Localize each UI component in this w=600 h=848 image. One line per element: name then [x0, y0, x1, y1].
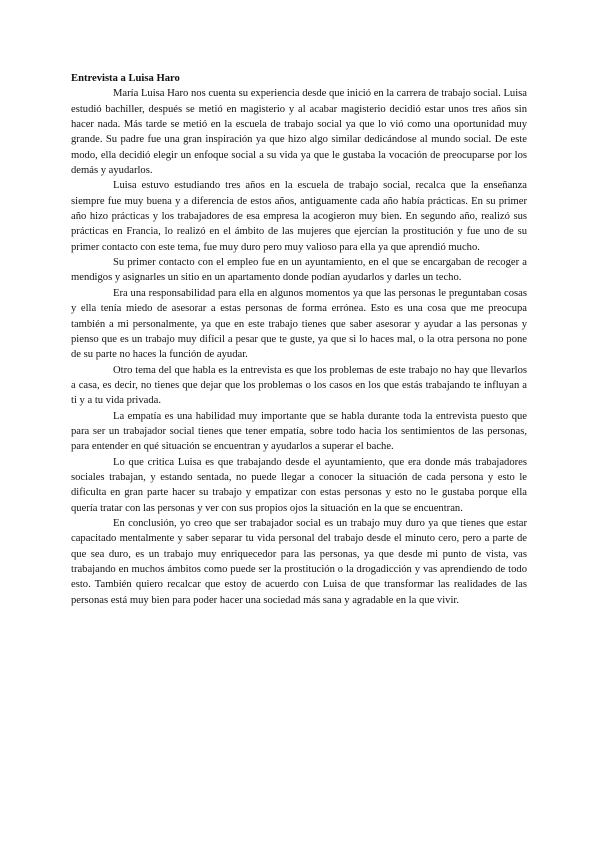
paragraph-criticism: Lo que critica Luisa es que trabajando desde el ayuntamiento, que era donde más trabajadores sociales trabajan, y estando sentada, no puede llegar a conocer la situación de cada persona y esto le dificulta en gran parte hacer su trabajo y empatizar con estas personas y esto no le gustaba porque ella quería tratar con las personas y ver con sus propios ojos la situación en la que se encuentran. [71, 456, 527, 514]
paragraph-responsibility: Era una responsabilidad para ella en algunos momentos ya que las personas le preguntaban cosas y ella tenía miedo de asesorar a estas personas de forma errónea. Esto es una cosa que me preocupa también a mi personalmente, ya que en este trabajo tienes que saber asesorar y ayudar a las personas y pienso que es un trabajo muy difícil a pesar que te guste, ya que si lo haces mal, o la otra persona no pone de su parte no haces la función de ayudar. [71, 287, 527, 361]
paragraph-conclusion: En conclusión, yo creo que ser trabajador social es un trabajo muy duro ya que tienes que estar capacitado mentalmente y saber separar tu vida personal del trabajo desde el minuto cero, pero a parte de que sea duro, es un trabajo muy enriquecedor para las personas, ya que desde mi punto de vista, vas trabajando en muchos ámbitos como puede ser la prostitución o la drogadicción y vas aprendiendo de todo esto. También quiero recalcar que estoy de acuerdo con Luisa de que transformar las realidades de las personas está muy bien para poder hacer una sociedad más sana y agradable en la que vivir. [71, 517, 527, 606]
paragraph-intro: María Luisa Haro nos cuenta su experiencia desde que inició en la carrera de trabajo social. Luisa estudió bachiller, después se metió en magisterio y al acabar magisterio decidió estar unos tres años sin hacer nada. Más tarde se metió en la escuela de trabajo social ya que lo vió como una oportunidad muy grande. Su padre fue una gran inspiración ya que hizo algo similar dedicándose al mundo social. De este modo, ella decidió elegir un enfoque social a su vida ya que le gustaba la vocación de preocuparse por los demás y ayudarlos. [71, 88, 527, 177]
document-page [71, 71, 527, 608]
paragraph-studies: Luisa estuvo estudiando tres años en la escuela de trabajo social, recalca que la enseñanza siempre fue muy buena y a diferencia de estos años, antiguamente cada año había prácticas. En su primer año hizo prácticas y los trabajadores de esa empresa la acogieron muy bien. En segundo año, realizó sus prácticas en Francia, lo realizó en el ámbito de las mujeres que ejercían la prostitución y fue uno de su primer contacto con este tema, fue muy duro pero muy valioso para ella ya que aprendió mucho. [71, 180, 527, 253]
paragraph-work-life: Otro tema del que habla es la entrevista es que los problemas de este trabajo no hay que llevarlos a casa, es decir, no tienes que dejar que los problemas o los casos en los que estás trabajando te influyan a ti y a tu vida privada. [71, 364, 527, 407]
paragraph-empathy: La empatía es una habilidad muy importante que se habla durante toda la entrevista puesto que para ser un trabajador social tienes que tener empatía, sobre todo hacia los sentimientos de las personas, para entender en qué situación se encuentran y ayudarlos a superar el bache. [71, 410, 527, 453]
document-title: Entrevista a Luisa Haro [71, 73, 180, 84]
paragraph-first-job: Su primer contacto con el empleo fue en un ayuntamiento, en el que se encargaban de recoger a mendigos y asignarles un sitio en un apartamento donde podían ayudarlos y darles un techo. [71, 257, 527, 284]
